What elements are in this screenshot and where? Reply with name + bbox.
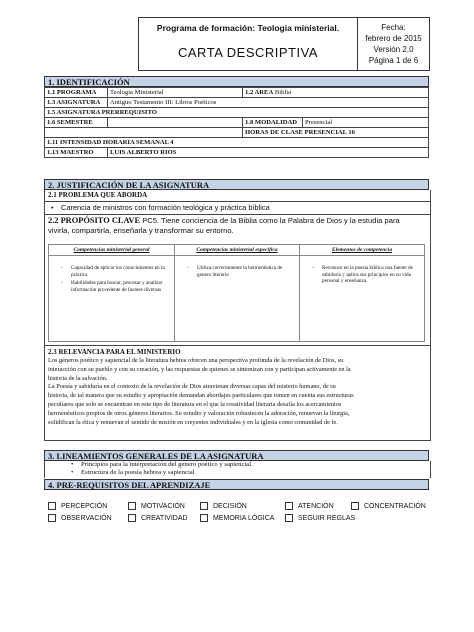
area-cell — [243, 88, 429, 98]
checkbox-label: ATENCIÓN — [298, 503, 334, 510]
checkbox-motivacion[interactable] — [128, 502, 185, 511]
checkbox-observacion[interactable] — [48, 514, 112, 523]
meta-page: Página 1 de 6 — [368, 56, 419, 65]
horas-clase: HORAS DE CLASE PRESENCIAL 16 — [243, 128, 429, 138]
intensidad-horaria: 1.11 INTENSIDAD HORARIA SEMANAL 4 — [45, 138, 429, 148]
list-item: - Utiliza correctamente la hermenéutica de genero literario — [183, 265, 293, 278]
prerreq-label: 1.5 ASIGNATURA PRERREQUISITO — [45, 108, 429, 118]
list-item: - Capacidad de aplicar los conocimientos en la práctica — [57, 265, 168, 278]
checkbox-box[interactable] — [351, 502, 359, 510]
lineamiento-text: Principios para la interpretación del genero poético y sapiencial. — [81, 461, 253, 468]
checkbox-decision[interactable] — [200, 502, 247, 511]
relevancia-title: 2.3 RELEVANCIA PARA EL MINISTERIO — [48, 348, 181, 356]
checkbox-label: DECISIÓN — [213, 503, 247, 510]
elementos-title: Elementos de competencia — [300, 247, 424, 256]
problema-content — [44, 202, 431, 214]
lineamiento-text: Estructura de la poesía hebrea y sapiencial — [81, 469, 195, 477]
relevancia-box — [44, 344, 431, 441]
comp-general-column — [49, 245, 175, 341]
checkbox-label: OBSERVACIÓN — [61, 515, 112, 522]
checkbox-box[interactable] — [200, 514, 208, 522]
programa-value: Teologia Ministerial — [108, 88, 243, 98]
header-meta — [358, 22, 429, 66]
meta-version: Versión 2.0 — [373, 45, 414, 54]
relevancia-line: historia, de tal manera que su estudio y apropiación demandan abordajes particulares que tomen en cuenta sus estructuras — [48, 392, 354, 400]
relevancia-line: Los géneros poético y sapiencial de la literatura hebrea ofrecen una perspectiva profunda de la revelación de Dios, su — [48, 357, 344, 364]
relevancia-line: La Poesía y sabiduría en el contexto de la revelación de Dios atraviesan diversas capas del misterio humano, de su — [48, 383, 336, 391]
list-item: - Habilidades para buscar, procesar y analizar información procedente de fuentes diversas — [57, 280, 168, 293]
checkbox-box[interactable] — [48, 514, 56, 522]
checkbox-seguir-reglas[interactable] — [285, 514, 355, 523]
asignatura-value: Antiguo Testamento III: Libros Poéticos — [108, 98, 429, 108]
document-header — [138, 17, 430, 71]
relevancia-line: hermenéuticos propios de otros géneros literarios. Su estudio y valoración robustecen la adoración, renuevan la liturgia, — [48, 409, 350, 417]
modalidad-value: Presencial — [303, 118, 429, 128]
section-3-title: 3. LINEAMIENTOS GENERALES DE LA ASIGNATURA — [44, 450, 429, 461]
area-value: Biblia — [274, 89, 291, 96]
meta-date: febrero de 2015 — [365, 34, 422, 43]
comp-especifica-title: Competencias ministerial especifica — [175, 247, 299, 256]
proposito-text-2: vivirla, compartirla, enseñarla y transformar su entorno. — [48, 226, 234, 235]
checkbox-label: SEGUIR REGLAS — [298, 515, 356, 522]
checkbox-box[interactable] — [200, 502, 208, 510]
elementos-column — [300, 245, 424, 341]
semestre-label: 1.6 SEMESTRE — [45, 118, 108, 128]
blank-cell — [45, 128, 243, 138]
relevancia-line: historia de la salvación. — [48, 374, 108, 382]
checkbox-label: MEMORIA LÓGICA — [213, 515, 275, 522]
lineamientos-list — [44, 461, 431, 478]
section-4-title: 4. PRE-REQUISITOS DEL APRENDIZAJE — [44, 479, 429, 490]
document-title: CARTA DESCRIPTIVA — [178, 45, 318, 60]
relevancia-line: solidifican la ética y renuevan el sentido de misión en creyentes individuales y en la iglesia como comunidad de fe. — [48, 418, 338, 426]
lineamiento-item — [45, 461, 430, 469]
checkbox-label: MOTIVACIÓN — [141, 503, 185, 510]
relevancia-line: peculiares que solo se encuentran en este tipo de literatura en el que la creatividad literaria desafía los acercamientos — [48, 400, 342, 408]
checkbox-concentracion[interactable] — [351, 502, 426, 511]
lineamiento-item — [45, 469, 430, 477]
proposito-text-1: PC5. Tiene conciencia de la Biblia como la Palabra de Dios y la estudia para — [142, 216, 400, 225]
area-label: 1.2 AREA — [245, 89, 274, 96]
header-main-cell — [139, 18, 358, 70]
elementos-list — [308, 265, 418, 287]
comp-general-title: Competencias ministerial general — [49, 247, 174, 256]
comp-especifica-column — [175, 245, 300, 341]
list-item: - Reconoce en la poesía bíblica una fuente de sabiduría y aplica sus principios en su vida personal y enseñanza. — [308, 265, 418, 285]
comp-general-list — [57, 265, 168, 295]
checkbox-box[interactable] — [285, 514, 293, 522]
asignatura-label: 1.3 ASIGNATURA — [45, 98, 108, 108]
modalidad-label: 1.8 MODALIDAD — [243, 118, 303, 128]
meta-date-label: Fecha: — [381, 23, 406, 32]
checkbox-label: CONCENTRACIÓN — [364, 503, 426, 510]
program-title: Programa de formación: Teologia ministerial. — [156, 23, 340, 33]
problema-title: 2.1 PROBLEMA QUE ABORDA — [48, 191, 148, 199]
semestre-value — [108, 118, 243, 128]
checkbox-box[interactable] — [128, 514, 136, 522]
checkbox-box[interactable] — [48, 502, 56, 510]
maestro-label: 1.13 MAESTRO — [45, 148, 108, 158]
problema-heading-row — [44, 190, 431, 202]
maestro-value: LUIS ALBERTO RIOS — [108, 148, 429, 158]
identification-table — [44, 87, 429, 158]
problema-item: • Carencia de ministros con formación teológica y práctica bíblica — [45, 202, 430, 213]
programa-label: 1.1 PROGRAMA — [45, 88, 108, 98]
checkbox-box[interactable] — [128, 502, 136, 510]
relevancia-line: interacción con su pueblo y con su creación, y las respuestas de quienes se sintonizan con y participan activamente en la — [48, 365, 351, 373]
proposito-label: 2.2 PROPÓSITO CLAVE — [48, 216, 141, 225]
checkbox-box[interactable] — [285, 502, 293, 510]
proposito-text — [45, 215, 430, 236]
checkbox-percepcion[interactable] — [48, 502, 107, 511]
checkbox-atencion[interactable] — [285, 502, 334, 511]
section-2-title: 2. JUSTIFICACIÓN DE LA ASIGNATURA — [44, 179, 429, 190]
comp-especifica-list — [183, 265, 293, 280]
checkbox-creatividad[interactable] — [128, 514, 188, 523]
checkbox-memoria-logica[interactable] — [200, 514, 274, 523]
checkbox-label: CREATIVIDAD — [141, 515, 188, 522]
section-1-title: 1. IDENTIFICACIÓN — [44, 76, 429, 87]
relevancia-text — [45, 357, 430, 427]
competencias-table — [48, 244, 425, 342]
checkbox-label: PERCEPCIÓN — [61, 503, 108, 510]
